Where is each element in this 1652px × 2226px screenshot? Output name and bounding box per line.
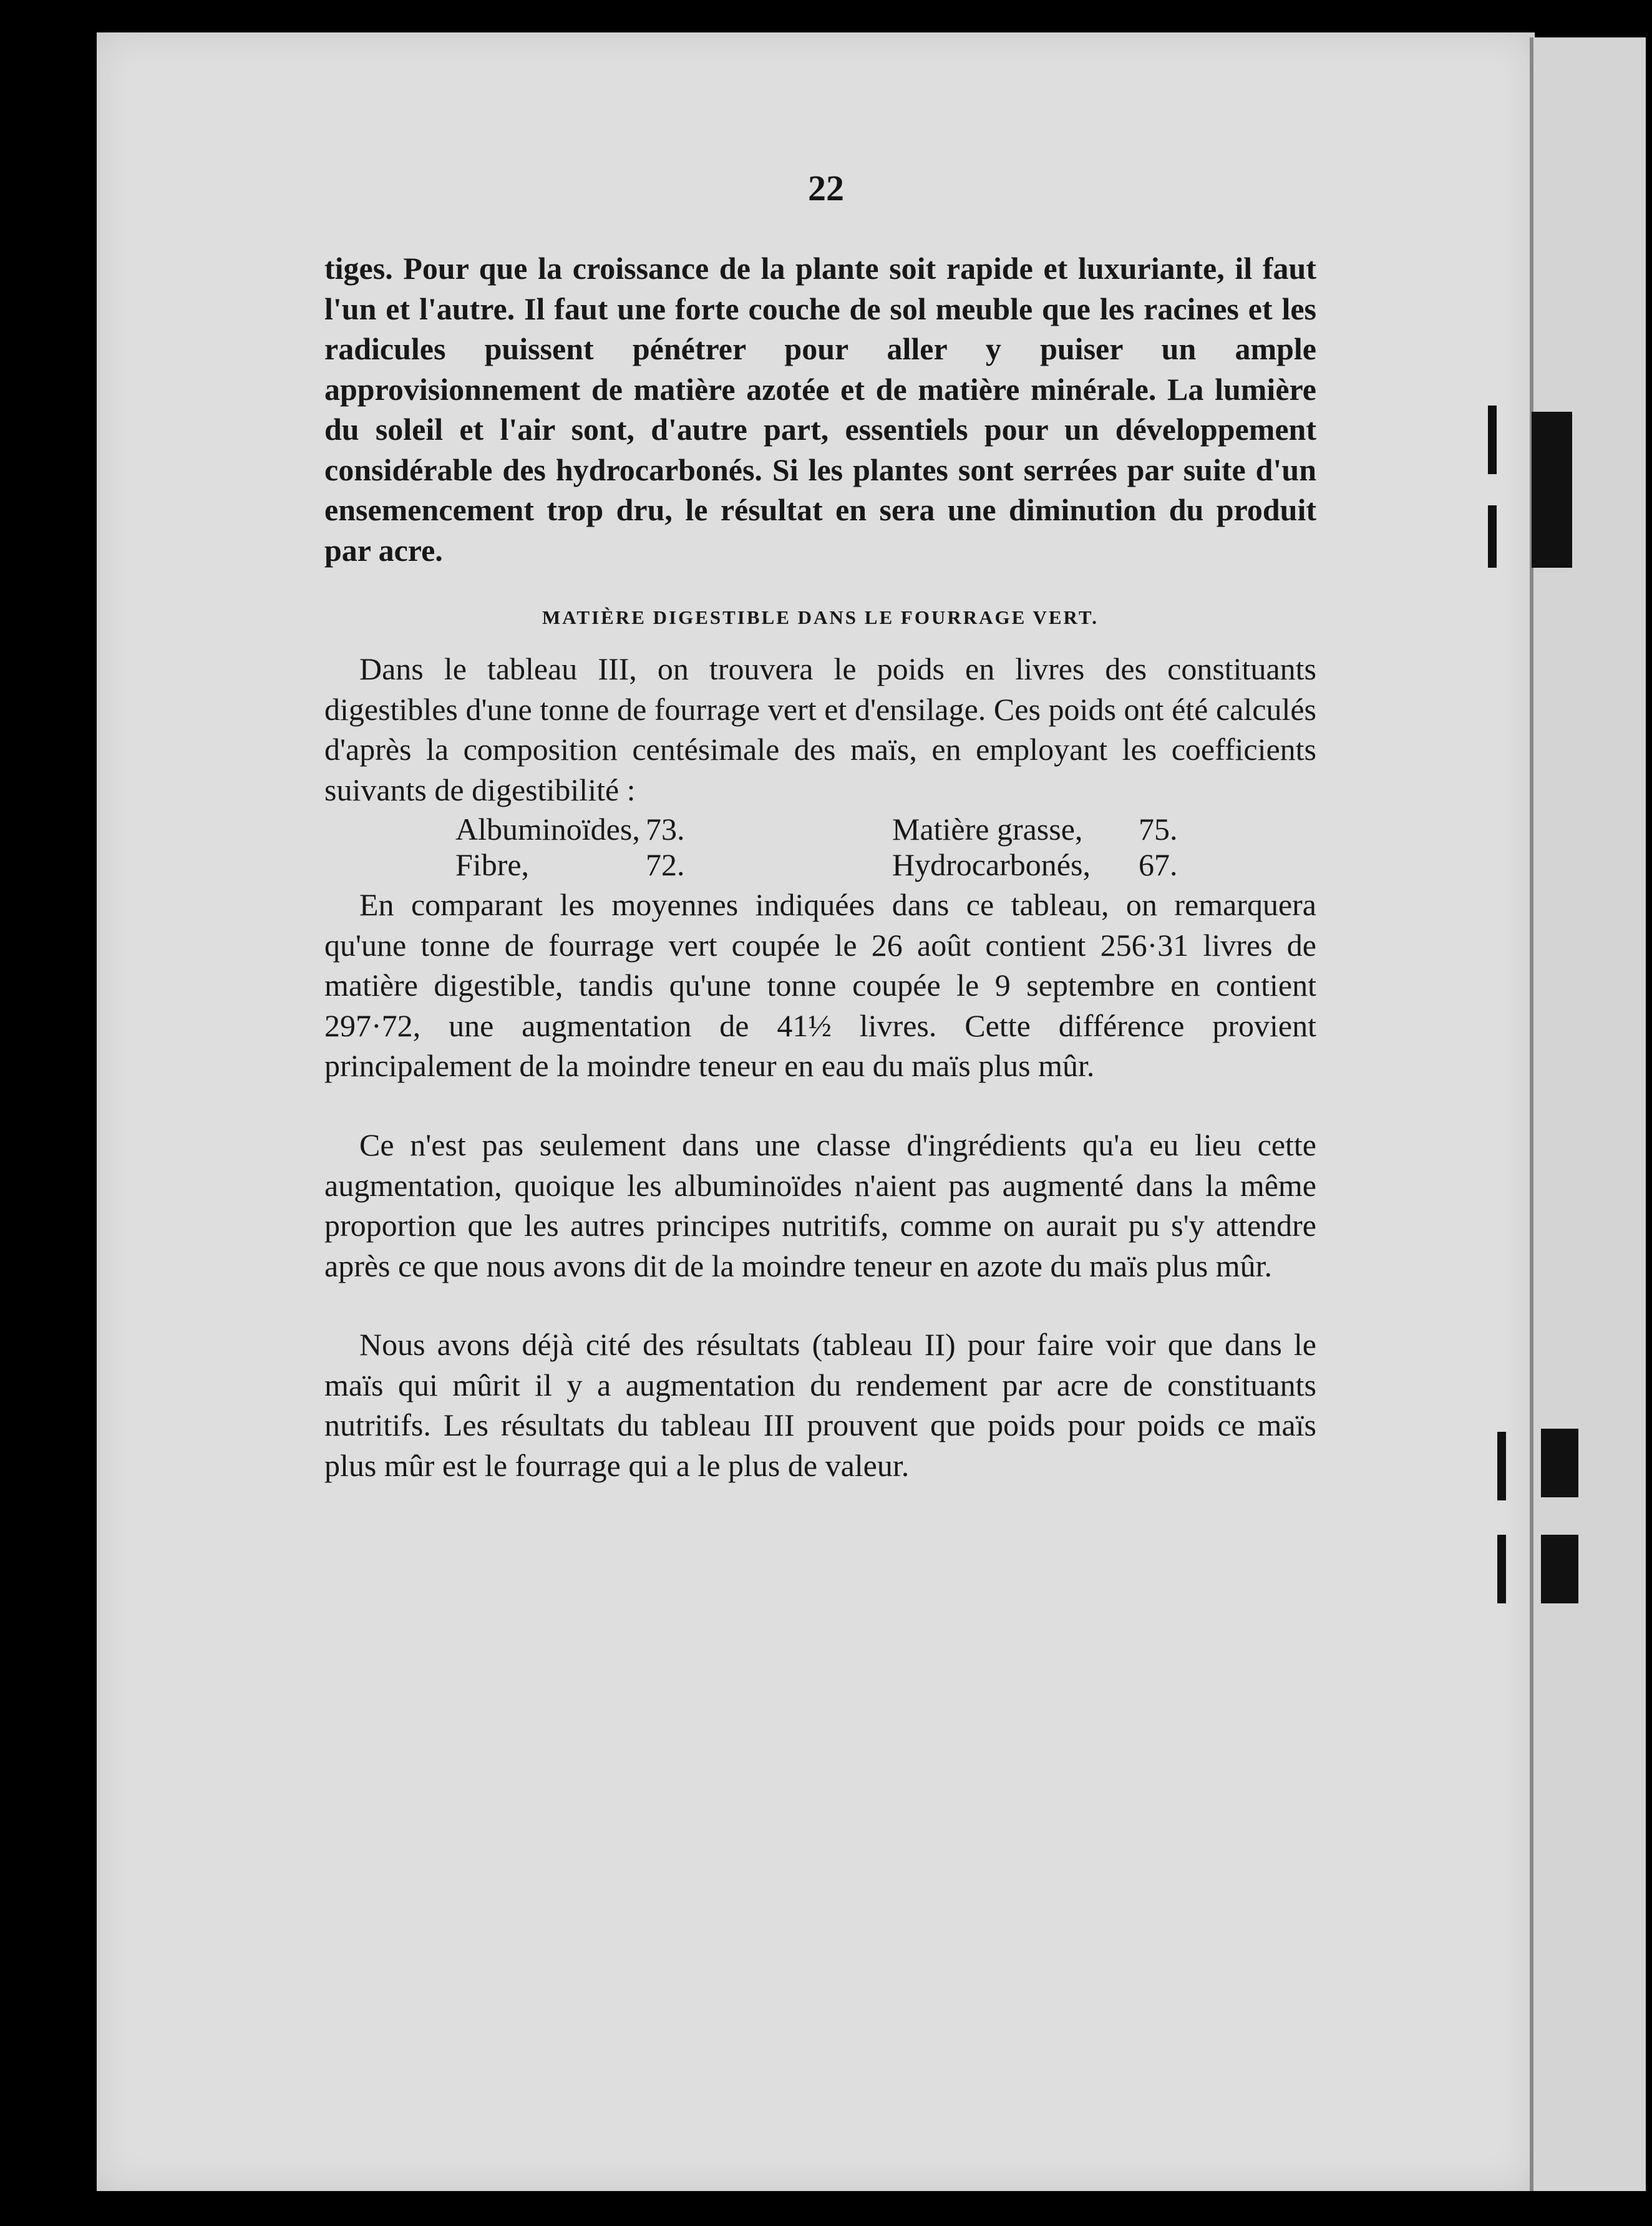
paragraph-4: Ce n'est pas seulement dans une classe d'ingrédients qu'a eu lieu cette augmentation, quoique les albuminoïdes n'aient pas augmenté dans la même proportion que les autres principes nutritifs, comme on aurait pu s'y attendre après ce que nous avons dit de la moindre teneur en azote du maïs plus mûr. [324, 1127, 1316, 1283]
coefficient-value: 73. [646, 812, 685, 847]
paragraph-2: Dans le tableau III, on trouvera le poids en livres des constituants digestibles d'une tonne de fourrage vert et d'ensilage. Ces poids ont été calculés d'après la composition centésimale des maïs, en employant les coefficients suivants de digestibilité : [324, 651, 1316, 807]
body-paragraph [324, 1125, 1316, 1286]
coefficient-value: 67. [1139, 847, 1178, 882]
paragraph-5: Nous avons déjà cité des résultats (tableau II) pour faire voir que dans le maïs qui mûrit il y a augmentation du rendement par acre de constituants nutritifs. Les résultats du tableau III prouvent que poids pour poids ce maïs plus mûr est le fourrage qui a le plus de valeur. [324, 1327, 1316, 1483]
body-paragraph [324, 1324, 1316, 1485]
margin-mark [1541, 1429, 1578, 1497]
margin-mark [1541, 1535, 1578, 1603]
coefficient-value: 72. [646, 847, 685, 882]
coefficient-value: 75. [1139, 812, 1178, 847]
coefficient-label: Matière grasse, [892, 812, 1083, 847]
coefficient-label: Hydrocarbonés, [892, 847, 1091, 882]
margin-mark [1497, 1432, 1506, 1500]
coefficient-label: Fibre, [455, 847, 530, 882]
coefficient-label: Albuminoïdes, [455, 812, 640, 847]
margin-mark [1488, 406, 1497, 474]
page-number: 22 [808, 168, 844, 208]
body-paragraph [324, 248, 1316, 570]
margin-mark [1488, 505, 1497, 568]
section-heading: MATIÈRE DIGESTIBLE DANS LE FOURRAGE VERT. [542, 606, 1099, 628]
body-paragraph [324, 885, 1316, 1086]
adjacent-page-edge [1530, 37, 1646, 2191]
margin-mark [1497, 1535, 1506, 1603]
body-paragraph [324, 649, 1316, 810]
paragraph-1: tiges. Pour que la croissance de la plante soit rapide et luxuriante, il faut l'un et l'autre. Il faut une forte couche de sol meuble que les racines et les radicules puissent pénétrer pour aller y puiser un ample approvisionnement de matière azotée et de matière minérale. La lumière du soleil et l'air sont, d'autre part, essentiels pour un développement considérable des hydrocarbonés. Si les plantes sont serrées par suite d'un ensemencement trop dru, le résultat en sera une diminution du produit par acre. [324, 251, 1316, 568]
paragraph-3: En comparant les moyennes indiquées dans ce tableau, on remarquera qu'une tonne de fourrage vert coupée le 26 août contient 256·31 livres de matière digestible, tandis qu'une tonne coupée le 9 septembre en contient 297·72, une augmentation de 41½ livres. Cette différence provient principalement de la moindre teneur en eau du maïs plus mûr. [324, 887, 1316, 1083]
margin-mark [1532, 412, 1572, 568]
